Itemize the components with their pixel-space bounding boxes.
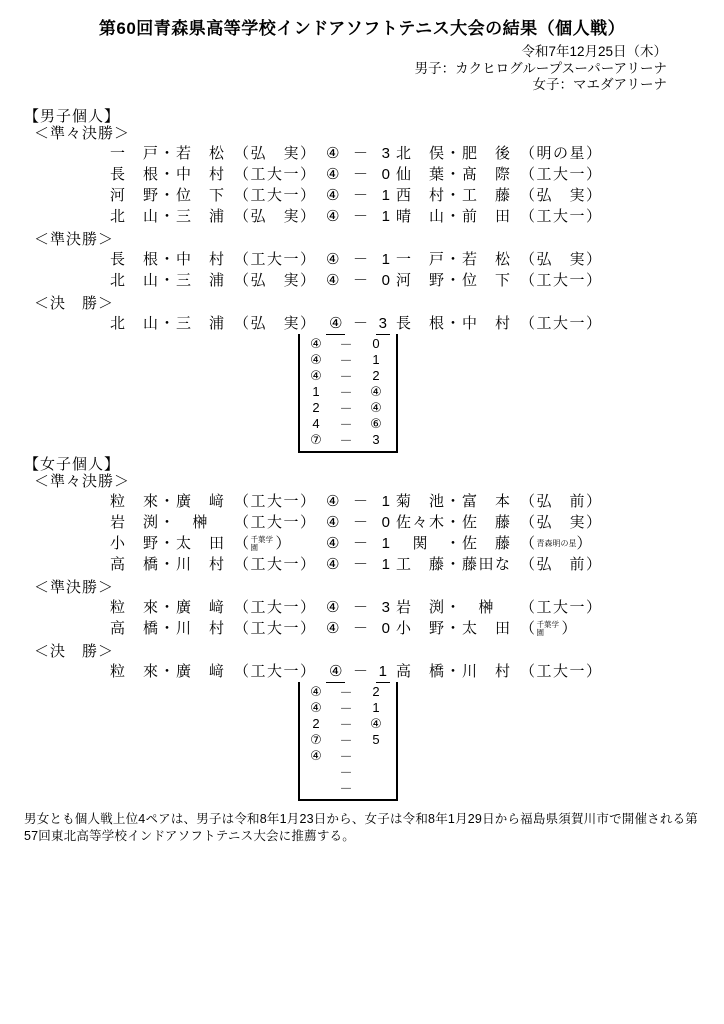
winner-school-name: 工大一 <box>250 250 301 268</box>
game-score-left: 4 <box>312 416 320 431</box>
winner-score: ④ <box>326 165 340 183</box>
winner-pair: 長 根・中 村 <box>110 165 226 183</box>
women-section-heading: 【女子個人】 <box>24 455 121 473</box>
loser-school <box>520 185 612 206</box>
match-score <box>326 554 390 575</box>
paren-open: （ <box>234 598 251 616</box>
paren-close: ） <box>300 555 317 573</box>
match-score <box>326 164 390 185</box>
score-dash: － <box>353 144 369 162</box>
game-dash: － <box>339 417 353 432</box>
paren-close: ） <box>300 186 317 204</box>
game-score-right: ⑥ <box>370 415 382 431</box>
paren-open: （ <box>520 207 537 225</box>
page-title: 第60回青森県高等学校インドアソフトテニス大会の結果（個人戦） <box>98 19 626 38</box>
game-score-left: 2 <box>312 400 320 415</box>
winner-pair: 小 野・太 田 <box>110 534 226 552</box>
loser-pair: 河 野・位 下 <box>396 271 512 289</box>
paren-close: ） <box>300 271 317 289</box>
game-score-left: ④ <box>310 351 322 367</box>
paren-close: ） <box>300 513 317 531</box>
loser-school-name: 明の星 <box>536 144 587 162</box>
venue-women-line: 女子：マエダアリーナ <box>532 77 667 92</box>
paren-close: ） <box>586 555 603 573</box>
winner-school-name: 千葉学園 <box>250 535 274 552</box>
game-score-right: 0 <box>372 336 380 351</box>
game-row <box>300 432 396 448</box>
match-row <box>110 143 700 164</box>
match-row <box>110 512 700 533</box>
paren-close: ） <box>586 598 603 616</box>
game-score-right: 1 <box>372 700 380 715</box>
game-dash: － <box>339 337 353 352</box>
game-dash: － <box>339 401 353 416</box>
loser-school <box>520 270 612 291</box>
game-dash: － <box>339 353 353 368</box>
loser-pair: 小 野・太 田 <box>396 619 512 637</box>
winner-school-name: 工大一 <box>250 598 301 616</box>
winner-score: ④ <box>326 555 340 573</box>
game-score-right: 5 <box>372 732 380 747</box>
date-line: 令和7年12月25日（木） <box>521 44 667 59</box>
score-dash: － <box>353 250 369 268</box>
score-dash: － <box>353 492 369 510</box>
loser-school-name: 青森明の星 <box>536 538 577 548</box>
footer-note: 男女とも個人戦上位4ペアは、男子は令和8年1月23日から、女子は令和8年1月29日から福島県須賀川市で開催される第57回東北高等学校インドアソフトテニス大会に推薦する。 <box>24 811 698 843</box>
loser-school <box>520 143 612 164</box>
game-score-right: 3 <box>372 432 380 447</box>
winner-score: ④ <box>326 492 340 510</box>
men-final-label: ＜決 勝＞ <box>34 294 115 312</box>
loser-score: 0 <box>381 165 390 183</box>
game-score-left: 2 <box>312 716 320 731</box>
paren-close: ） <box>561 619 579 637</box>
women-quarterfinal-label: ＜準々決勝＞ <box>34 472 131 490</box>
match-row <box>110 491 700 512</box>
game-row <box>300 780 396 796</box>
winner-score: ④ <box>326 144 340 162</box>
paren-close: ） <box>300 250 317 268</box>
winner-score: ④ <box>326 534 340 552</box>
paren-close: ） <box>300 662 317 680</box>
paren-close: ） <box>300 619 317 637</box>
paren-close: ） <box>586 207 603 225</box>
loser-score: 3 <box>381 144 390 162</box>
loser-school <box>520 597 612 618</box>
winner-score: ④ <box>326 661 345 683</box>
meta-block <box>24 44 667 94</box>
winner-pair: 粒 來・廣 﨑 <box>110 662 226 680</box>
match-score <box>326 618 390 639</box>
loser-score: 1 <box>381 492 390 510</box>
game-score-left: ④ <box>310 747 322 763</box>
paren-open: （ <box>520 598 537 616</box>
match-row <box>110 597 700 618</box>
match-row <box>110 661 700 682</box>
loser-score: 3 <box>381 598 390 616</box>
winner-school <box>234 554 326 575</box>
match-score <box>326 249 390 270</box>
loser-pair: 菊 池・富 本 <box>396 492 512 510</box>
winner-school-name: 工大一 <box>250 165 301 183</box>
loser-score: 0 <box>381 619 390 637</box>
loser-pair: 仙 葉・髙 際 <box>396 165 512 183</box>
paren-open: （ <box>234 534 251 552</box>
score-dash: － <box>353 271 369 289</box>
winner-pair: 北 山・三 浦 <box>110 314 226 332</box>
game-score-right: 1 <box>372 352 380 367</box>
winner-pair: 長 根・中 村 <box>110 250 226 268</box>
paren-open: （ <box>520 513 537 531</box>
paren-close: ） <box>586 513 603 531</box>
game-dash: － <box>339 385 353 400</box>
winner-school-name: 工大一 <box>250 492 301 510</box>
winner-pair: 岩 渕・ 榊 <box>110 513 226 531</box>
paren-close: ） <box>586 492 603 510</box>
match-score <box>326 313 390 335</box>
game-score-left: ⑦ <box>310 431 322 447</box>
winner-score: ④ <box>326 207 340 225</box>
paren-open: （ <box>234 314 251 332</box>
loser-score: 0 <box>381 271 390 289</box>
loser-school <box>520 512 612 533</box>
game-dash: － <box>339 733 353 748</box>
loser-score: 0 <box>381 513 390 531</box>
loser-school <box>520 313 612 334</box>
loser-school-name: 千葉学園 <box>536 620 560 637</box>
paren-open: （ <box>234 619 251 637</box>
match-row <box>110 533 700 554</box>
loser-school <box>520 661 612 682</box>
score-dash: － <box>353 314 369 332</box>
match-row <box>110 618 700 639</box>
loser-school <box>520 533 612 554</box>
paren-close: ） <box>586 250 603 268</box>
paren-open: （ <box>234 250 251 268</box>
paren-open: （ <box>234 662 251 680</box>
paren-open: （ <box>520 555 537 573</box>
winner-school-name: 弘 実 <box>250 207 301 225</box>
game-score-right: ④ <box>370 383 382 399</box>
winner-school <box>234 206 326 227</box>
winner-score: ④ <box>326 250 340 268</box>
game-dash: － <box>339 685 353 700</box>
loser-school-name: 弘 実 <box>536 513 587 531</box>
game-dash: － <box>339 717 353 732</box>
loser-pair: 佐々木・佐 藤 <box>396 513 512 531</box>
loser-school-name: 工大一 <box>536 271 587 289</box>
winner-school <box>234 491 326 512</box>
score-dash: － <box>353 619 369 637</box>
women-final-label: ＜決 勝＞ <box>34 642 115 660</box>
match-row <box>110 313 700 334</box>
score-dash: － <box>353 165 369 183</box>
loser-pair: 北 俣・肥 後 <box>396 144 512 162</box>
paren-open: （ <box>520 619 537 637</box>
game-dash: － <box>339 433 353 448</box>
match-row <box>110 554 700 575</box>
venue-men-line: 男子：カクヒログループスーパーアリーナ <box>414 60 667 76</box>
paren-close: ） <box>300 314 317 332</box>
paren-close: ） <box>275 534 293 552</box>
loser-school-name: 工大一 <box>536 165 587 183</box>
loser-school <box>520 554 612 575</box>
match-score <box>326 491 390 512</box>
winner-pair: 高 橋・川 村 <box>110 555 226 573</box>
paren-open: （ <box>520 271 537 289</box>
match-score <box>326 270 390 291</box>
winner-school-name: 工大一 <box>250 513 301 531</box>
winner-school-name: 工大一 <box>250 555 301 573</box>
match-score <box>326 512 390 533</box>
game-score-left: ④ <box>310 335 322 351</box>
game-dash: － <box>339 765 353 780</box>
women-semifinal-label: ＜準決勝＞ <box>34 578 115 596</box>
loser-pair: 一 戸・若 松 <box>396 250 512 268</box>
paren-open: （ <box>234 186 251 204</box>
paren-open: （ <box>520 250 537 268</box>
paren-open: （ <box>234 207 251 225</box>
loser-pair: 工 藤・藤田な <box>396 555 512 573</box>
paren-close: ） <box>300 207 317 225</box>
loser-score: 1 <box>381 207 390 225</box>
loser-pair: 関 ・佐 藤 <box>396 534 512 552</box>
match-score <box>326 206 390 227</box>
game-dash: － <box>339 781 353 796</box>
winner-school-name: 工大一 <box>250 662 301 680</box>
paren-close: ） <box>300 598 317 616</box>
match-score <box>326 185 390 206</box>
winner-school-name: 工大一 <box>250 619 301 637</box>
loser-score: 1 <box>381 250 390 268</box>
winner-school <box>234 661 326 682</box>
winner-school <box>234 185 326 206</box>
winner-school <box>234 533 326 554</box>
match-score <box>326 597 390 618</box>
game-dash: － <box>339 749 353 764</box>
winner-pair: 北 山・三 浦 <box>110 271 226 289</box>
score-dash: － <box>353 662 369 680</box>
loser-school-name: 弘 前 <box>536 555 587 573</box>
winner-school-name: 弘 実 <box>250 314 301 332</box>
loser-pair: 長 根・中 村 <box>396 314 512 332</box>
winner-school <box>234 512 326 533</box>
winner-pair: 高 橋・川 村 <box>110 619 226 637</box>
match-score <box>326 143 390 164</box>
winner-score: ④ <box>326 598 340 616</box>
paren-open: （ <box>520 144 537 162</box>
game-score-left: ⑦ <box>310 731 322 747</box>
winner-school-name: 弘 実 <box>250 271 301 289</box>
score-dash: － <box>353 534 369 552</box>
paren-open: （ <box>234 513 251 531</box>
winner-pair: 粒 來・廣 﨑 <box>110 598 226 616</box>
winner-school <box>234 164 326 185</box>
winner-school <box>234 270 326 291</box>
paren-close: ） <box>586 662 603 680</box>
loser-school-name: 弘 前 <box>536 492 587 510</box>
game-score-right: 2 <box>372 368 380 383</box>
paren-close: ） <box>586 144 603 162</box>
loser-score: 1 <box>381 534 390 552</box>
paren-open: （ <box>520 314 537 332</box>
loser-score: 1 <box>381 555 390 573</box>
paren-close: ） <box>300 492 317 510</box>
winner-pair: 粒 來・廣 﨑 <box>110 492 226 510</box>
winner-school <box>234 313 326 334</box>
loser-school <box>520 618 612 639</box>
game-score-left: 1 <box>312 384 320 399</box>
game-dash: － <box>339 369 353 384</box>
score-dash: － <box>353 555 369 573</box>
match-row <box>110 185 700 206</box>
paren-open: （ <box>520 662 537 680</box>
paren-open: （ <box>520 492 537 510</box>
match-row <box>110 270 700 291</box>
paren-close: ） <box>300 165 317 183</box>
paren-close: ） <box>586 271 603 289</box>
women-final-games-box <box>298 682 398 801</box>
game-score-right: ④ <box>370 715 382 731</box>
winner-school <box>234 618 326 639</box>
game-score-right: ④ <box>370 399 382 415</box>
paren-open: （ <box>234 271 251 289</box>
match-row <box>110 206 700 227</box>
winner-score: ④ <box>326 271 340 289</box>
winner-school <box>234 597 326 618</box>
loser-score: 3 <box>376 313 390 335</box>
paren-close: ） <box>586 165 603 183</box>
match-row <box>110 249 700 270</box>
winner-pair: 河 野・位 下 <box>110 186 226 204</box>
score-dash: － <box>353 513 369 531</box>
game-score-left: ④ <box>310 699 322 715</box>
men-semifinal-label: ＜準決勝＞ <box>34 230 115 248</box>
game-score-left: ④ <box>310 367 322 383</box>
paren-open: （ <box>520 165 537 183</box>
paren-close: ） <box>576 534 594 552</box>
loser-pair: 晴 山・前 田 <box>396 207 512 225</box>
winner-score: ④ <box>326 313 345 335</box>
paren-open: （ <box>234 165 251 183</box>
loser-school-name: 工大一 <box>536 662 587 680</box>
loser-school-name: 弘 実 <box>536 250 587 268</box>
game-score-right: 2 <box>372 684 380 699</box>
loser-school-name: 工大一 <box>536 207 587 225</box>
loser-school-name: 工大一 <box>536 314 587 332</box>
score-dash: － <box>353 186 369 204</box>
score-dash: － <box>353 207 369 225</box>
men-final-games-box <box>298 334 398 453</box>
winner-score: ④ <box>326 619 340 637</box>
match-row <box>110 164 700 185</box>
paren-close: ） <box>300 144 317 162</box>
game-dash: － <box>339 701 353 716</box>
winner-school-name: 工大一 <box>250 186 301 204</box>
loser-school-name: 工大一 <box>536 598 587 616</box>
paren-close: ） <box>586 314 603 332</box>
loser-score: 1 <box>376 661 390 683</box>
score-dash: － <box>353 598 369 616</box>
match-score <box>326 661 390 683</box>
winner-school <box>234 249 326 270</box>
paren-open: （ <box>234 144 251 162</box>
loser-school <box>520 249 612 270</box>
paren-open: （ <box>520 534 537 552</box>
men-section-heading: 【男子個人】 <box>24 107 121 125</box>
winner-score: ④ <box>326 186 340 204</box>
paren-open: （ <box>234 492 251 510</box>
men-quarterfinal-label: ＜準々決勝＞ <box>34 124 131 142</box>
loser-pair: 高 橋・川 村 <box>396 662 512 680</box>
winner-school-name: 弘 実 <box>250 144 301 162</box>
loser-score: 1 <box>381 186 390 204</box>
winner-score: ④ <box>326 513 340 531</box>
paren-open: （ <box>520 186 537 204</box>
winner-pair: 北 山・三 浦 <box>110 207 226 225</box>
winner-pair: 一 戸・若 松 <box>110 144 226 162</box>
match-score <box>326 533 390 554</box>
paren-close: ） <box>586 186 603 204</box>
loser-school <box>520 164 612 185</box>
game-score-left: ④ <box>310 683 322 699</box>
loser-school-name: 弘 実 <box>536 186 587 204</box>
loser-pair: 岩 渕・ 榊 <box>396 598 512 616</box>
winner-school <box>234 143 326 164</box>
loser-school <box>520 206 612 227</box>
paren-open: （ <box>234 555 251 573</box>
loser-pair: 西 村・工 藤 <box>396 186 512 204</box>
loser-school <box>520 491 612 512</box>
